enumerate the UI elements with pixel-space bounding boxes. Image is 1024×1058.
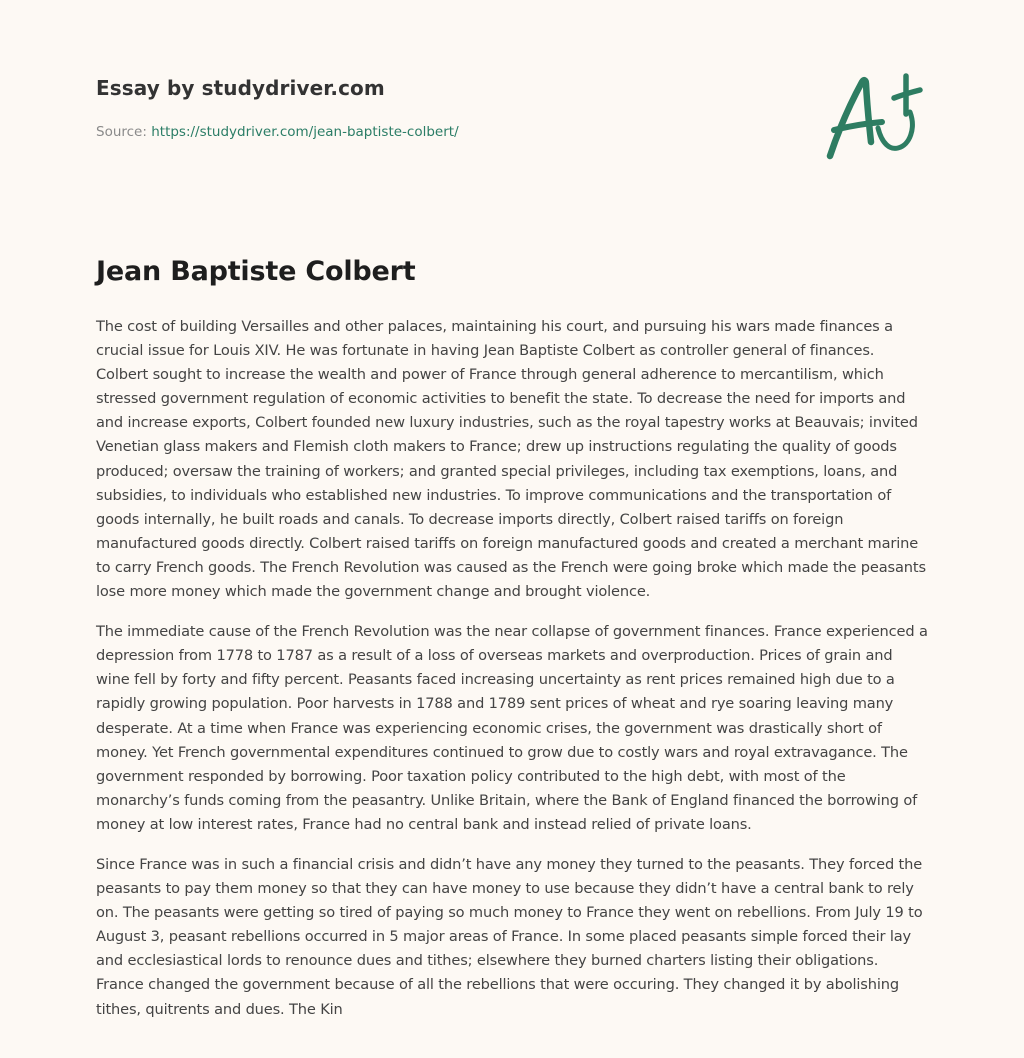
source-link[interactable]: https://studydriver.com/jean-baptiste-colbert/ xyxy=(151,124,459,140)
brand-title: Essay by studydriver.com xyxy=(96,76,385,100)
essay-title: Jean Baptiste Colbert xyxy=(96,256,416,287)
essay-paragraph: Since France was in such a financial crisis and didn’t have any money they turned to the peasants. They forced the peasants to pay them money so that they can have money to use because they didn’t have a central bank to rely on. The peasants were getting so tired of paying so much money to France they went on rebellions. From July 19 to August 3, peasant rebellions occurred in 5 major areas of France. In some placed peasants simple forced their lay and ecclesiastical lords to renounce dues and tithes; elsewhere they burned charters listing their obligations. France changed the government because of all the rebellions that were occuring. They changed it by abolishing tithes, quitrents and dues. The Kin xyxy=(96,855,923,1018)
essay-paragraph: The immediate cause of the French Revolution was the near collapse of government finances. France experienced a depression from 1778 to 1787 as a result of a loss of overseas markets and overproduction. Prices of grain and wine fell by forty and fifty percent. Peasants faced increasing uncertainty as rent prices remained high due to a rapidly growing population. Poor harvests in 1788 and 1789 sent prices of wheat and rye soaring leaving many desperate. At a time when France was experiencing economic crises, the government was drastically short of money. Yet French governmental expenditures continued to grow due to costly wars and royal extravagance. The government responded by borrowing. Poor taxation policy contributed to the high debt, with most of the monarchy’s funds coming from the peasantry. Unlike Britain, where the Bank of England financed the borrowing of money at low interest rates, France had no central bank and instead relied of private loans. xyxy=(96,623,928,833)
essay-page xyxy=(96,0,928,1018)
essay-paragraph: The cost of building Versailles and other palaces, maintaining his court, and pursuing his wars made finances a crucial issue for Louis XIV. He was fortunate in having Jean Baptiste Colbert as controller general of finances. Colbert sought to increase the wealth and power of France through general adherence to mercantilism, which stressed government regulation of economic activities to benefit the state. To decrease the need for imports and and increase exports, Colbert founded new luxury industries, such as the royal tapestry works at Beauvais; invited Venetian glass makers and Flemish cloth makers to France; drew up instructions regulating the quality of goods produced; oversaw the training of workers; and granted special privileges, including tax exemptions, loans, and subsidies, to individuals who established new industries. To improve communications and the transportation of goods internally, he built roads and canals. To decrease imports directly, Colbert raised tariffs on foreign manufactured goods directly. Colbert raised tariffs on foreign manufactured goods and created a merchant marine to carry French goods. The French Revolution was caused as the French were going broke which made the peasants lose more money which made the government change and brought violence. xyxy=(96,318,926,601)
source-label: Source: xyxy=(96,124,147,140)
page-header xyxy=(96,0,928,190)
source-line xyxy=(96,124,459,140)
essay-body xyxy=(96,315,928,1038)
a-plus-grade-icon xyxy=(824,68,924,164)
